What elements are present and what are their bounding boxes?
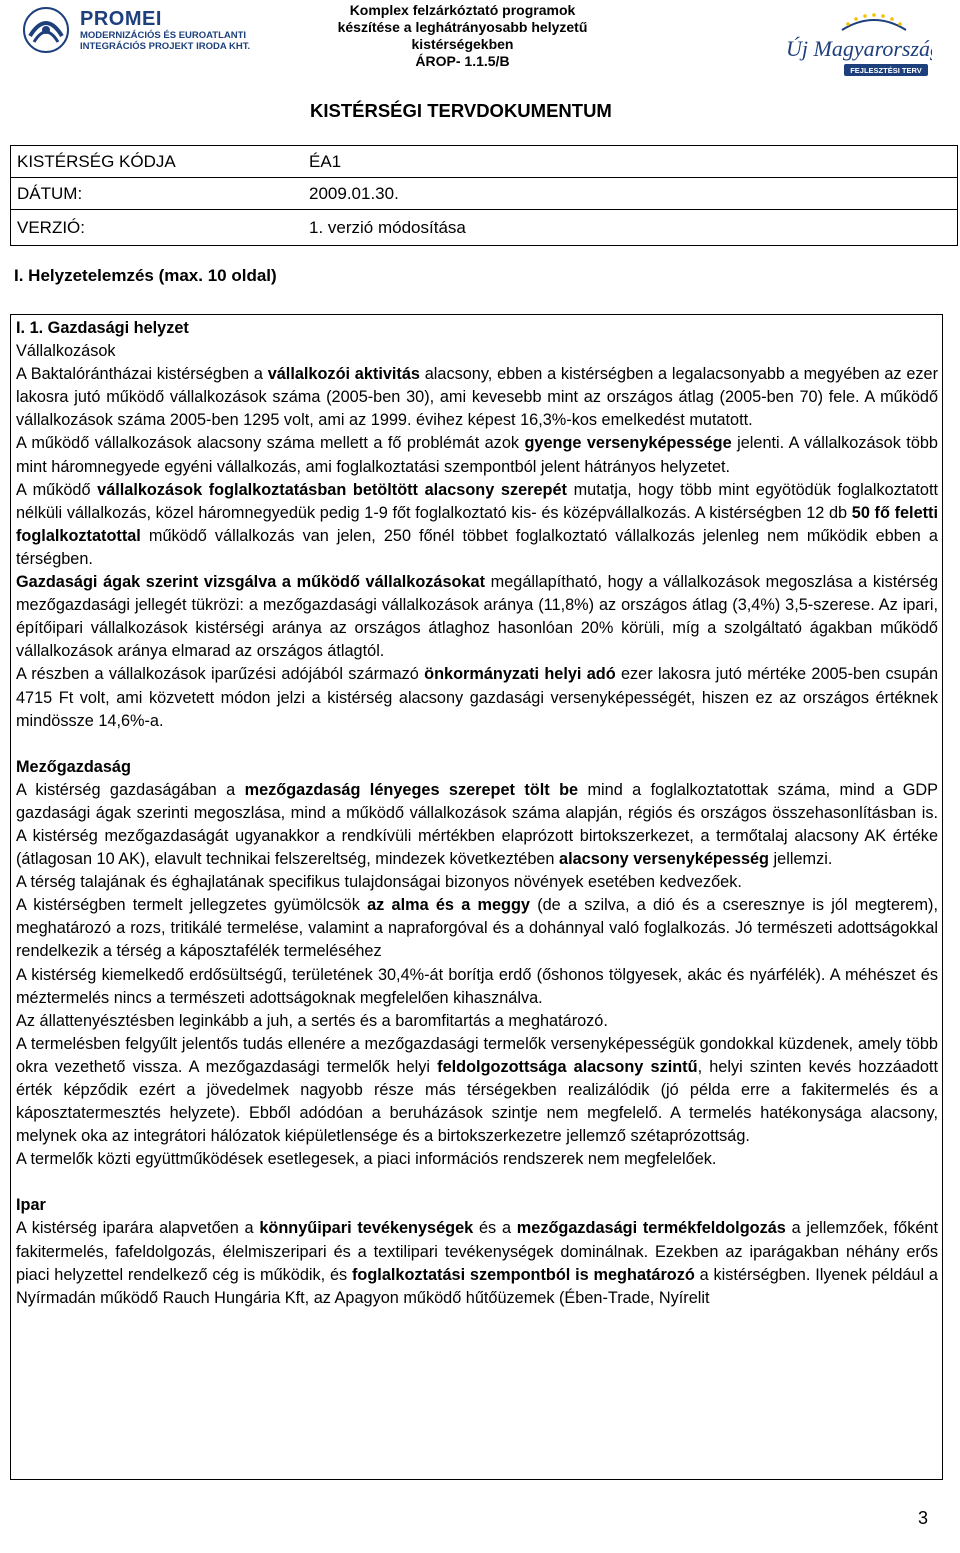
- meta-label: KISTÉRSÉG KÓDJA: [11, 146, 308, 178]
- meta-value: ÉA1: [307, 146, 958, 178]
- program-title-line: készítése a leghátrányosabb helyzetű: [337, 19, 588, 35]
- paragraph: A térség talajának és éghajlatának specifikus tulajdonságai bizonyos növények esetében kedvezőek.: [16, 873, 742, 892]
- meta-label: VERZIÓ:: [11, 210, 308, 246]
- uj-magyarorszag-logo-subtitle: FEJLESZTÉSI TERV: [850, 66, 922, 75]
- promei-logo-mark-icon: [22, 6, 70, 54]
- page-header: [0, 0, 960, 80]
- paragraph: A működő vállalkozások alacsony száma mellett a fő problémát azok gyenge versenyképessége jelenti. A vállalkozások több mint háromnegyede egyéni vállalkozás, ami foglalkoztatási szempontból jelent hátrányos helyzetet.: [16, 434, 938, 476]
- meta-label: DÁTUM:: [11, 178, 308, 210]
- paragraph: Gazdasági ágak szerint vizsgálva a működő vállalkozásokat megállapítható, hogy a vállalkozások megoszlása a kistérség mezőgazdasági jellegét tükrözi: a mezőgazdasági vállalkozások aránya (11,8%) az országos átlag (3,4%) 3,5-szerese. Az ipari, építőipari vállalkozások kistérségi aránya az országos átlaghoz hasonlóan 20% körüli, míg a szolgáltató ágakban működő vállalkozások aránya elmarad az országos átlagtól.: [16, 573, 938, 661]
- meta-row-code: [11, 146, 958, 178]
- paragraph: A kistérség kiemelkedő erdősültségű, területének 30,4%-át borítja erdő (őshonos tölgyesek, akác és nyárfélék). A méhészet és méztermelés nincs a természeti adottságoknak megfelelően kihasználva.: [16, 965, 938, 1007]
- meta-value: 2009.01.30.: [307, 178, 958, 210]
- uj-magyarorszag-logo: [782, 8, 932, 80]
- section-title: I. 1. Gazdasági helyzet: [16, 319, 189, 337]
- subheading-ipar: Ipar: [16, 1196, 46, 1215]
- paragraph: A részben a vállalkozások iparűzési adójából származó önkormányzati helyi adó ezer lakosra jutó mértéke 2005-ben csupán 4715 Ft volt, ami közvetett módon jelzi a kistérség alacsony gazdasági versenyképességét, hiszen ez az országos értéknek mindössze 14,6%-a.: [16, 665, 938, 730]
- program-code: ÁROP- 1.1.5/B: [415, 53, 510, 69]
- uj-magyarorszag-logo-icon: [782, 8, 932, 80]
- uj-magyarorszag-logo-title: Új Magyarország: [786, 36, 932, 61]
- paragraph: A kistérségben termelt jellegzetes gyümölcsök az alma és a meggy (de a szilva, a dió és a cseresznye is jól megterem), meghatározó a rozs, tritikálé termelése, valamint a napraforgóval és a dohánnyal való foglalkozás. Jó természeti adottságokkal rendelkezik a térség a káposztafélék termeléséhez: [16, 896, 938, 961]
- paragraph: A termelésben felgyűlt jelentős tudás ellenére a mezőgazdasági termelők versenyképességük gondokkal küzdenek, amely több okra vezethető vissza. A mezőgazdasági termelők helyi feldolgozottsága alacsony szintű, helyi szinten kevés hozzáadott érték képződik ezért a jövedelmek nagyobb része más térségekben realizálódik (jó példa erre a fakitermelés és a káposztatermesztés helyzete). Ebből adódóan a beruházások szintje nem megfelelő. A termelés hatékonysága alacsony, melynek oka az integrátori hálózatok kiépületlensége és a birtokszerkezetre jellemző szétaprózottság.: [16, 1034, 938, 1146]
- content-box: [10, 314, 943, 1480]
- promei-logo-subtitle-2: INTEGRÁCIÓS PROJEKT IRODA KHT.: [80, 41, 251, 52]
- paragraph: A kistérség gazdaságában a mezőgazdaság lényeges szerepet tölt be mind a foglalkoztatottak száma, mind a GDP gazdasági ágak szerinti megoszlása, mind a működő vállalkozások száma alapján, régiós és országos összehasonlításban is. A kistérség mezőgazdaságát ugyanakkor a rendkívüli mértékben elaprózott birtokszerkezet, a termőtalaj alacsony AK értéke (átlagosan 10 AK), elavult technikai felszereltség, mindezek következtében alacsony versenyképesség jellemzi.: [16, 780, 938, 869]
- paragraph: A kistérség iparára alapvetően a könnyűipari tevékenységek és a mezőgazdasági termékfeldolgozás a jellemzőek, főként fakitermelés, fafeldolgozás, élelmiszeripari és a textilipari tevékenységek dominálnak. Ezekben az iparágakban néhány erős piaci helyzettel rendelkező cég is működik, és foglalkoztatási szempontból is meghatározó a kistérségben. Ilyenek például a Nyírmadán működő Rauch Hungária Kft, az Apagyon működő hűtőüzemek (Ében-Trade, Nyírelit: [16, 1219, 938, 1307]
- subheading-vallalkozasok: Vállalkozások: [16, 342, 116, 361]
- program-title: [290, 2, 635, 70]
- paragraph: A termelők közti együttműködések esetlegesek, a piaci információs rendszerek nem megfelelőek.: [16, 1150, 717, 1169]
- program-title-line: kistérségekben: [411, 36, 514, 52]
- meta-row-date: [11, 178, 958, 210]
- promei-logo: [22, 6, 257, 54]
- promei-logo-subtitle-1: MODERNIZÁCIÓS ÉS EUROATLANTI: [80, 30, 247, 41]
- page-number: 3: [918, 1508, 929, 1528]
- promei-logo-title: PROMEI: [80, 8, 162, 30]
- metadata-table: [10, 145, 958, 246]
- subheading-mezogazdasag: Mezőgazdaság: [16, 757, 131, 776]
- program-title-line: Komplex felzárkóztató programok: [349, 2, 576, 18]
- paragraph: A működő vállalkozások foglalkoztatásban betöltött alacsony szerepét mutatja, hogy több mint egyötödük foglalkoztatott nélküli vállalkozás, közel háromnegyedük pedig 1-9 főt foglalkoztató kis- és középvállalkozás. A kistérségben 12 db 50 fő feletti foglalkoztatottal működő vállalkozás van jelen, 250 főnél többet foglalkoztató vállalkozás jelenleg nem működik ebben a térségben.: [16, 480, 939, 568]
- document-title: KISTÉRSÉGI TERVDOKUMENTUM: [310, 100, 612, 121]
- section-heading: I. Helyzetelemzés (max. 10 oldal): [14, 266, 277, 285]
- paragraph: Az állattenyésztésben leginkább a juh, a sertés és a baromfitartás a meghatározó.: [16, 1011, 608, 1030]
- meta-value: 1. verzió módosítása: [307, 210, 958, 246]
- meta-row-version: [11, 210, 958, 246]
- paragraph: A Baktalórántházai kistérségben a vállalkozói aktivitás alacsony, ebben a kistérségben a legalacsonyabb a megyében az ezer lakosra jutó működő vállalkozások száma (2005-ben 30), ami kevesebb mint az országos átlag (2005-ben 70) fele. A működő vállalkozások száma 2005-ben 1295 volt, ami az 1999. évihez képest 16,3%-kos emelkedést mutatott.: [16, 365, 938, 430]
